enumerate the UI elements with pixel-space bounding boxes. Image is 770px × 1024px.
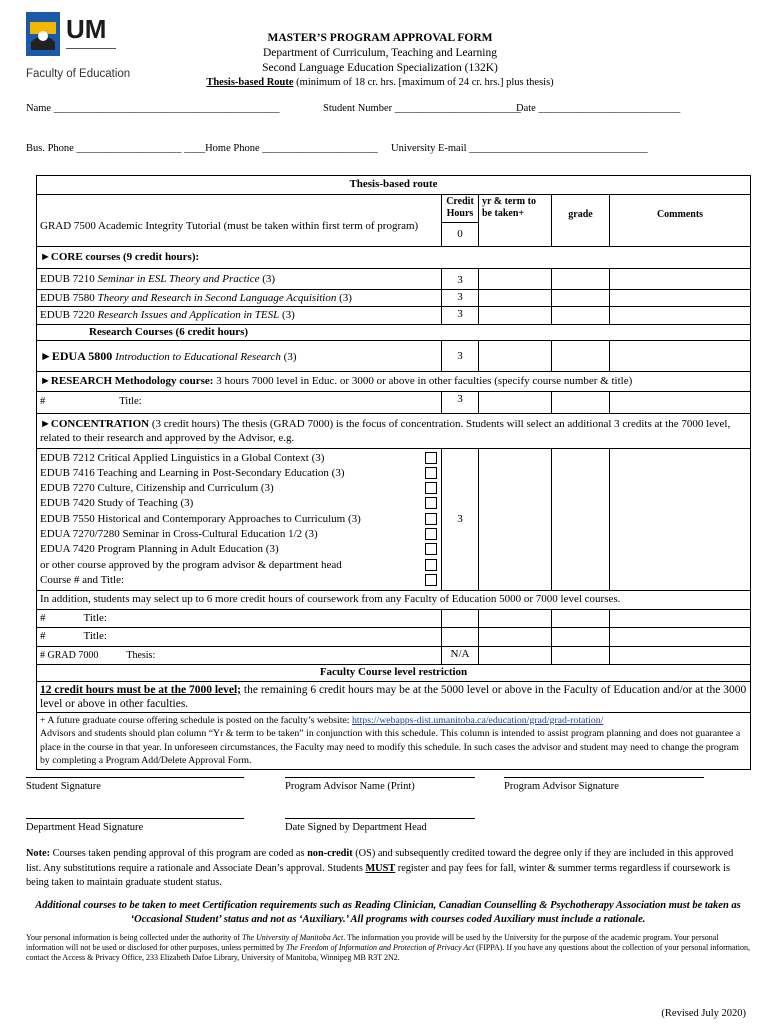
route-name: Thesis-based Route — [206, 77, 294, 88]
core-grade-1[interactable] — [552, 269, 610, 290]
name-field[interactable]: Name ___________________________________________ — [26, 103, 280, 114]
concentration-option: EDUB 7420 Study of Teaching (3) — [40, 497, 194, 510]
col-grade: grade — [552, 194, 610, 246]
form-title: MASTER’S PROGRAM APPROVAL FORM — [267, 32, 493, 44]
checkbox[interactable] — [425, 513, 437, 525]
revision-date: (Revised July 2020) — [661, 1008, 746, 1019]
privacy-notice: Your personal information is being collected under the authority of The University of Manitoba Act. The information you provide will be used by the University for the purpose of the academic program. Your personal information will not be used or disclosed for other purposes, unless permitted by The Freedom of Information and Protection of Privacy Act (FIPPA). If you have any questions about the collection of your personal information, contact the Access & Privacy Office, 233 Elizabeth Dafoe Library, University of Manitoba, Winnipeg MB R3T 2N2. — [26, 933, 750, 962]
concentration-heading: ►CONCENTRATION (3 credit hours) The thesis (GRAD 7000) is the focus of concentration. Students will select an additional 3 credits at the 7000 level, related to their research and approved by the Advisor, e.g. — [37, 413, 751, 448]
advisor-name-label: Program Advisor Name (Print) — [285, 781, 415, 792]
additional-note: In addition, students may select up to 6 more credit hours of coursework from any Faculty of Education 5000 or 7000 level courses. — [37, 591, 751, 610]
grad-rotation-link[interactable]: https://webapps-dist.umanitoba.ca/education/grad/grad-rotation/ — [351, 714, 604, 726]
additional-entry-2[interactable]: # Title: — [37, 628, 442, 647]
edua5800-grade[interactable] — [552, 341, 610, 372]
core-grade-3[interactable] — [552, 307, 610, 325]
restriction-text: 12 credit hours must be at the 7000 level; the remaining 6 credit hours may be at the 5000 level or above in the Faculty of Education and/or at the 3000 level or above in other faculties. — [37, 681, 751, 712]
checkbox[interactable] — [425, 467, 437, 479]
student-number-field[interactable]: Student Number ________________________ — [323, 103, 521, 114]
core-credit-3: 3 — [442, 307, 479, 325]
concentration-option: EDUA 7270/7280 Seminar in Cross-Cultural Education 1/2 (3) — [40, 527, 318, 540]
methodology-grade[interactable] — [552, 392, 610, 414]
concentration-option: EDUB 7212 Critical Applied Linguistics in a Global Context (3) — [40, 451, 325, 464]
methodology-entry[interactable]: # Title: — [37, 392, 442, 414]
concentration-credit: 3 — [442, 448, 479, 591]
certification-note: Additional courses to be taken to meet Certification requirements such as Reading Clinician, Canadian Counselling & Psychotherapy Association must be taken as ‘Occasional Student’ status and not as ‘Auxiliary.’ All programs with courses coded Auxiliary must include a rationale. — [35, 900, 741, 925]
checkbox[interactable] — [425, 482, 437, 494]
research-heading: Research Courses (6 credit hours) — [37, 324, 751, 341]
concentration-yr[interactable] — [479, 448, 552, 591]
route-line — [160, 76, 600, 91]
core-comments-1[interactable] — [610, 269, 751, 290]
core-yr-2[interactable] — [479, 289, 552, 307]
concentration-option: Course # and Title: — [40, 573, 125, 586]
core-credit-2: 3 — [442, 289, 479, 307]
core-course-3: EDUB 7220 Research Issues and Application in TESL (3) — [37, 307, 442, 325]
methodology-credit: 3 — [442, 392, 479, 414]
dept-head-signature-label: Department Head Signature — [26, 822, 144, 833]
advisor-signature-label: Program Advisor Signature — [504, 781, 619, 792]
checkbox[interactable] — [425, 559, 437, 571]
concentration-option: EDUB 7550 Historical and Contemporary Approaches to Curriculum (3) — [40, 512, 361, 525]
date-field[interactable]: Date ___________________________ — [516, 103, 681, 114]
col-credit-hours: Credit Hours — [442, 194, 479, 222]
thesis-entry[interactable]: # GRAD 7000 Thesis: — [37, 646, 442, 665]
core-course-2: EDUB 7580 Theory and Research in Second Language Acquisition (3) — [37, 289, 442, 307]
core-comments-3[interactable] — [610, 307, 751, 325]
student-signature-label: Student Signature — [26, 781, 101, 792]
col-yr-term: yr & term to be taken+ — [479, 194, 552, 246]
university-logo — [26, 12, 136, 86]
methodology-comments[interactable] — [610, 392, 751, 414]
thesis-credit: N/A — [442, 646, 479, 665]
restriction-title: Faculty Course level restriction — [37, 665, 751, 682]
specialization-line: Second Language Education Specialization (132K) — [262, 62, 498, 74]
note-paragraph: Note: Courses taken pending approval of this program are coded as non-credit (OS) and subsequently credited toward the degree only if they are included in this approved list. Any substitutions require a rationale and Associate Dean’s approval. Students MUST register and pay fees for fall, winter & summer terms regardless if coursework is being taken to maintain graduate student status. — [26, 848, 734, 888]
methodology-yr[interactable] — [479, 392, 552, 414]
date-signed-line[interactable] — [285, 818, 475, 819]
edua5800-credit: 3 — [442, 341, 479, 372]
table-title: Thesis-based route — [37, 176, 751, 195]
edua5800-row: ►EDUA 5800 Introduction to Educational Research (3) — [37, 341, 442, 372]
date-signed-label: Date Signed by Department Head — [285, 822, 427, 833]
schedule-footnote: + A future graduate course offering schedule is posted on the faculty’s website: https://webapps-dist.umanitoba.ca/education/grad/grad-rotation/ Advisors and students should plan column “Yr & term to be taken” in conjunction with this schedule. This column is intended to assist program planning and does not guarantee a place in the course in that year. In unforeseen circumstances, the Faculty may need to modify this schedule. In such cases the advisor and student may need to change the program by completing a Program Add/Delete Approval Form. — [37, 712, 751, 769]
concentration-option: or other course approved by the program advisor & department head — [40, 558, 342, 571]
col-comments: Comments — [610, 194, 751, 246]
dept-head-signature-line[interactable] — [26, 818, 244, 819]
checkbox[interactable] — [425, 574, 437, 586]
course-table — [36, 175, 751, 770]
route-detail: (minimum of 18 cr. hrs. [maximum of 24 cr. hrs.] plus thesis) — [293, 77, 554, 88]
core-course-1: EDUB 7210 Seminar in ESL Theory and Practice (3) — [37, 269, 442, 290]
additional-entry-1[interactable]: # Title: — [37, 609, 442, 628]
logo-letters: UM — [66, 14, 107, 44]
core-heading: ►CORE courses (9 credit hours): — [37, 246, 751, 269]
logo-subtitle: Faculty of Education — [26, 68, 131, 80]
concentration-option: EDUA 7420 Program Planning in Adult Education (3) — [40, 543, 279, 556]
concentration-grade[interactable] — [552, 448, 610, 591]
edua5800-comments[interactable] — [610, 341, 751, 372]
checkbox[interactable] — [425, 528, 437, 540]
department-line: Department of Curriculum, Teaching and Learning — [262, 47, 497, 59]
concentration-comments[interactable] — [610, 448, 751, 591]
edua5800-yr[interactable] — [479, 341, 552, 372]
concentration-list — [37, 448, 442, 591]
grad7500-row: GRAD 7500 Academic Integrity Tutorial (must be taken within first term of program) — [37, 194, 442, 246]
grad7500-credit: 0 — [442, 222, 479, 246]
core-yr-3[interactable] — [479, 307, 552, 325]
core-grade-2[interactable] — [552, 289, 610, 307]
concentration-option: EDUB 7416 Teaching and Learning in Post-Secondary Education (3) — [40, 466, 345, 479]
checkbox[interactable] — [425, 452, 437, 464]
concentration-option: EDUB 7270 Culture, Citizenship and Curriculum (3) — [40, 482, 274, 495]
email-field[interactable]: University E-mail __________________________________ — [391, 143, 648, 154]
advisor-signature-line[interactable] — [504, 777, 704, 778]
core-yr-1[interactable] — [479, 269, 552, 290]
core-comments-2[interactable] — [610, 289, 751, 307]
phone-fields[interactable]: Bus. Phone ____________________ ____Home Phone ______________________ — [26, 143, 378, 154]
core-credit-1: 3 — [442, 269, 479, 290]
student-signature-line[interactable] — [26, 777, 244, 778]
advisor-name-line[interactable] — [285, 777, 475, 778]
checkbox[interactable] — [425, 497, 437, 509]
checkbox[interactable] — [425, 543, 437, 555]
methodology-heading: ►RESEARCH Methodology course: 3 hours 7000 level in Educ. or 3000 or above in other faculties (specify course number & title) — [37, 371, 751, 392]
checkbox-column — [425, 452, 437, 586]
